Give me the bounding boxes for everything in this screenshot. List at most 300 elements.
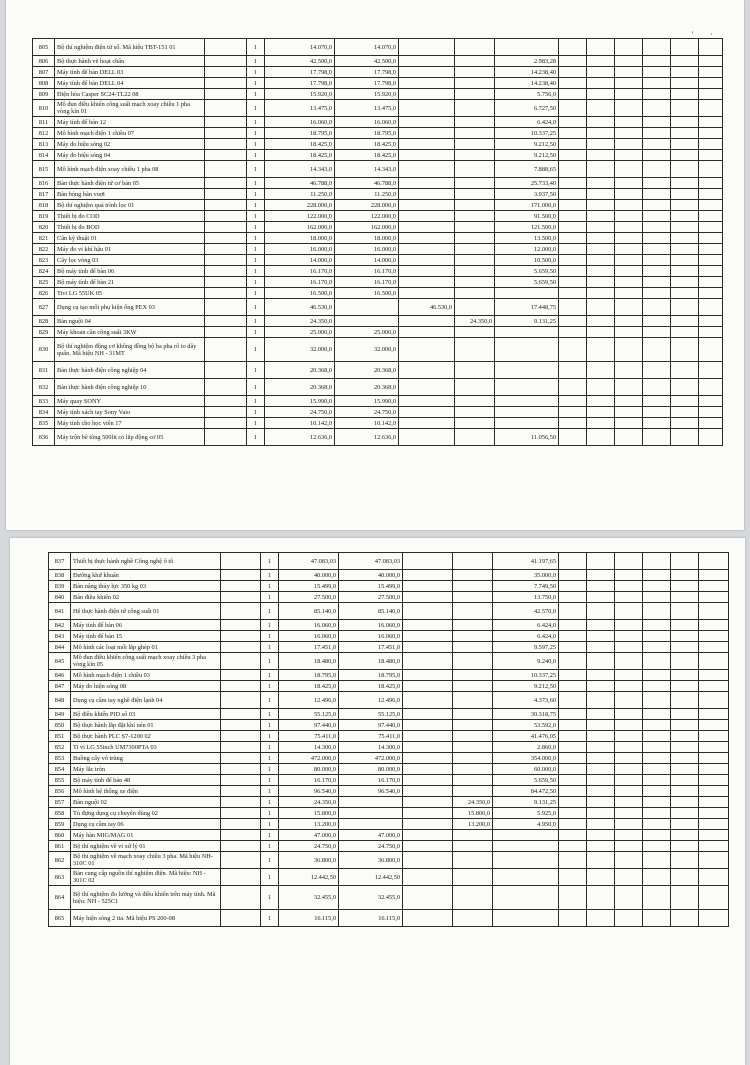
blank-cell: [699, 642, 729, 653]
table-row: [33, 222, 723, 233]
value-col-b: [403, 603, 453, 620]
blank-cell: [587, 653, 615, 670]
asset-name: Bộ điều khiển PID số 03: [71, 709, 221, 720]
blank-cell: [587, 570, 615, 581]
blank-cell: [205, 211, 247, 222]
value-col-a: 20.368,0: [335, 379, 399, 396]
value-col-c: [455, 78, 495, 89]
blank-cell: [221, 553, 261, 570]
blank-cell: [615, 592, 643, 603]
original-value: 14.000,0: [265, 255, 335, 266]
row-number: 865: [49, 910, 71, 927]
row-number: 836: [33, 429, 55, 446]
asset-name: Đường khử khuẩn: [71, 570, 221, 581]
blank-cell: [205, 233, 247, 244]
residual-value: 35.000,0: [493, 570, 559, 581]
asset-name: Máy tính để bàn 06: [71, 620, 221, 631]
blank-cell: [205, 200, 247, 211]
original-value: 14.300,0: [279, 742, 339, 753]
blank-cell: [587, 255, 615, 266]
asset-name: Máy đo vi khí hậu 01: [55, 244, 205, 255]
row-number: 834: [33, 407, 55, 418]
value-col-b: [403, 570, 453, 581]
blank-cell: [643, 692, 671, 709]
asset-name: Thiết bị thực hành nghề Công nghệ ô tô: [71, 553, 221, 570]
blank-cell: [643, 407, 671, 418]
blank-cell: [699, 742, 729, 753]
quantity: 1: [261, 775, 279, 786]
blank-cell: [205, 244, 247, 255]
value-col-b: [403, 852, 453, 869]
value-col-c: 13.200,0: [453, 819, 493, 830]
row-number: 864: [49, 886, 71, 910]
blank-cell: [643, 233, 671, 244]
asset-name: Máy đo hiệu sóng 04: [55, 150, 205, 161]
blank-cell: [205, 161, 247, 178]
quantity: 1: [247, 139, 265, 150]
quantity: 1: [261, 720, 279, 731]
blank-cell: [699, 200, 723, 211]
residual-value: [495, 362, 559, 379]
row-number: 812: [33, 128, 55, 139]
blank-cell: [221, 910, 261, 927]
value-col-c: [455, 117, 495, 128]
blank-cell: [671, 910, 699, 927]
asset-name: Máy tính để bàn 15: [71, 631, 221, 642]
row-number: 847: [49, 681, 71, 692]
table-row: [49, 742, 729, 753]
blank-cell: [615, 910, 643, 927]
blank-cell: [615, 316, 643, 327]
row-number: 821: [33, 233, 55, 244]
value-col-c: [455, 100, 495, 117]
blank-cell: [587, 819, 615, 830]
value-col-b: [399, 327, 455, 338]
residual-value: 4.373,60: [493, 692, 559, 709]
value-col-b: [399, 379, 455, 396]
residual-value: 53.592,0: [493, 720, 559, 731]
blank-cell: [671, 266, 699, 277]
asset-name: Mô hình các loại mối lắp ghép 01: [71, 642, 221, 653]
value-col-b: [399, 100, 455, 117]
blank-cell: [699, 100, 723, 117]
residual-value: 13.750,0: [493, 592, 559, 603]
blank-cell: [671, 244, 699, 255]
residual-value: 41.476,05: [493, 731, 559, 742]
blank-cell: [643, 255, 671, 266]
blank-cell: [643, 819, 671, 830]
blank-cell: [643, 852, 671, 869]
blank-cell: [615, 139, 643, 150]
blank-cell: [671, 418, 699, 429]
blank-cell: [559, 150, 587, 161]
blank-cell: [587, 277, 615, 288]
value-col-a: 36.800,0: [339, 852, 403, 869]
blank-cell: [221, 786, 261, 797]
value-col-a: [335, 316, 399, 327]
original-value: 10.142,0: [265, 418, 335, 429]
blank-cell: [559, 222, 587, 233]
residual-value: [495, 288, 559, 299]
blank-cell: [205, 100, 247, 117]
blank-cell: [205, 379, 247, 396]
quantity: 1: [247, 200, 265, 211]
blank-cell: [615, 603, 643, 620]
blank-cell: [615, 869, 643, 886]
asset-name: Dụng cụ cầm tay nghề điện lạnh 04: [71, 692, 221, 709]
blank-cell: [559, 603, 587, 620]
row-number: 810: [33, 100, 55, 117]
quantity: 1: [261, 692, 279, 709]
value-col-c: [455, 139, 495, 150]
blank-cell: [559, 581, 587, 592]
blank-cell: [559, 869, 587, 886]
original-value: 15.800,0: [279, 808, 339, 819]
residual-value: 25.733,40: [495, 178, 559, 189]
blank-cell: [559, 764, 587, 775]
blank-cell: [221, 808, 261, 819]
blank-cell: [221, 830, 261, 841]
blank-cell: [671, 886, 699, 910]
blank-cell: [615, 189, 643, 200]
blank-cell: [671, 720, 699, 731]
value-col-b: 46.530,0: [399, 299, 455, 316]
row-number: 853: [49, 753, 71, 764]
blank-cell: [615, 709, 643, 720]
table-row: [49, 670, 729, 681]
value-col-a: 16.170,0: [339, 775, 403, 786]
blank-cell: [205, 299, 247, 316]
asset-name: Bộ thực hành lắp đặt khí nén 01: [71, 720, 221, 731]
value-col-a: 16.115,0: [339, 910, 403, 927]
blank-cell: [205, 362, 247, 379]
row-number: 830: [33, 338, 55, 362]
blank-cell: [559, 681, 587, 692]
value-col-b: [399, 362, 455, 379]
quantity: 1: [261, 570, 279, 581]
asset-name: Tủ đựng dụng cụ chuyên dùng 02: [71, 808, 221, 819]
original-value: 97.440,0: [279, 720, 339, 731]
blank-cell: [671, 211, 699, 222]
original-value: 18.480,0: [279, 653, 339, 670]
quantity: 1: [247, 211, 265, 222]
residual-value: 6.424,0: [493, 631, 559, 642]
row-number: 808: [33, 78, 55, 89]
value-col-a: 16.170,0: [335, 277, 399, 288]
value-col-c: [453, 841, 493, 852]
blank-cell: [671, 288, 699, 299]
quantity: 1: [261, 797, 279, 808]
row-number: 857: [49, 797, 71, 808]
blank-cell: [559, 89, 587, 100]
blank-cell: [671, 277, 699, 288]
blank-cell: [587, 78, 615, 89]
residual-value: 5.925,0: [493, 808, 559, 819]
blank-cell: [559, 200, 587, 211]
table-row: [33, 56, 723, 67]
value-col-c: [455, 161, 495, 178]
asset-name: Bộ thí nghiệm quá trình lọc 01: [55, 200, 205, 211]
blank-cell: [671, 338, 699, 362]
asset-name: Máy khoan cần công suất 3KW: [55, 327, 205, 338]
residual-value: 13.500,0: [495, 233, 559, 244]
asset-name: Máy tính để bàn DELL 03: [55, 67, 205, 78]
blank-cell: [559, 631, 587, 642]
quantity: 1: [261, 742, 279, 753]
residual-value: 14.238,40: [495, 67, 559, 78]
blank-cell: [699, 797, 729, 808]
original-value: 27.500,0: [279, 592, 339, 603]
blank-cell: [587, 786, 615, 797]
blank-cell: [671, 786, 699, 797]
table-row: [33, 277, 723, 288]
blank-cell: [699, 67, 723, 78]
blank-cell: [699, 255, 723, 266]
asset-name: Máy đo hiệu sóng 02: [55, 139, 205, 150]
blank-cell: [205, 288, 247, 299]
quantity: 1: [261, 886, 279, 910]
blank-cell: [221, 753, 261, 764]
blank-cell: [615, 642, 643, 653]
value-col-a: 162.000,0: [335, 222, 399, 233]
blank-cell: [671, 128, 699, 139]
asset-name: Bộ máy tính để bàn 21: [55, 277, 205, 288]
blank-cell: [587, 222, 615, 233]
table-row: [49, 753, 729, 764]
value-col-b: [403, 830, 453, 841]
quantity: 1: [261, 869, 279, 886]
residual-value: 9.212,50: [495, 150, 559, 161]
blank-cell: [205, 429, 247, 446]
asset-name: Bàn nâng thủy lực 350 kg 03: [71, 581, 221, 592]
value-col-b: [399, 316, 455, 327]
blank-cell: [205, 189, 247, 200]
value-col-a: 228.000,0: [335, 200, 399, 211]
value-col-c: [453, 830, 493, 841]
value-col-c: [455, 327, 495, 338]
blank-cell: [643, 631, 671, 642]
value-col-b: [399, 277, 455, 288]
blank-cell: [559, 653, 587, 670]
table-row: [49, 620, 729, 631]
value-col-b: [403, 808, 453, 819]
value-col-c: [453, 709, 493, 720]
asset-name: Máy tính để bàn 12: [55, 117, 205, 128]
value-col-a: [335, 299, 399, 316]
residual-value: 30.318,75: [493, 709, 559, 720]
scanned-page-2: [10, 538, 745, 1065]
value-col-b: [399, 67, 455, 78]
blank-cell: [615, 570, 643, 581]
blank-cell: [699, 592, 729, 603]
blank-cell: [643, 379, 671, 396]
asset-name: Mô hình hệ thống xe điện: [71, 786, 221, 797]
table-row: [33, 200, 723, 211]
quantity: 1: [247, 277, 265, 288]
blank-cell: [699, 299, 723, 316]
blank-cell: [615, 830, 643, 841]
blank-cell: [559, 379, 587, 396]
blank-cell: [699, 407, 723, 418]
blank-cell: [587, 670, 615, 681]
blank-cell: [699, 709, 729, 720]
blank-cell: [587, 189, 615, 200]
table-row: [49, 603, 729, 620]
blank-cell: [559, 211, 587, 222]
blank-cell: [671, 731, 699, 742]
asset-name: Bộ thực hành PLC S7-1200 02: [71, 731, 221, 742]
residual-value: 2.983,28: [495, 56, 559, 67]
value-col-c: [453, 775, 493, 786]
asset-name: Bàn thực hành điện công nghiệp 04: [55, 362, 205, 379]
row-number: 842: [49, 620, 71, 631]
original-value: 47.083,03: [279, 553, 339, 570]
value-col-a: 40.000,0: [339, 570, 403, 581]
blank-cell: [671, 316, 699, 327]
blank-cell: [615, 266, 643, 277]
value-col-a: 18.000,0: [335, 233, 399, 244]
blank-cell: [615, 581, 643, 592]
blank-cell: [643, 189, 671, 200]
original-value: 36.800,0: [279, 852, 339, 869]
blank-cell: [587, 709, 615, 720]
blank-cell: [643, 161, 671, 178]
blank-cell: [699, 852, 729, 869]
blank-cell: [587, 841, 615, 852]
value-col-b: [399, 288, 455, 299]
original-value: 15.499,0: [279, 581, 339, 592]
asset-name: Mô hình mạch điện 1 chiều 07: [55, 128, 205, 139]
table-row: [33, 128, 723, 139]
blank-cell: [221, 620, 261, 631]
table-row: [33, 288, 723, 299]
blank-cell: [699, 670, 729, 681]
original-value: 16.170,0: [265, 277, 335, 288]
blank-cell: [587, 117, 615, 128]
blank-cell: [643, 67, 671, 78]
table-row: [33, 39, 723, 56]
blank-cell: [643, 277, 671, 288]
blank-cell: [699, 327, 723, 338]
blank-cell: [221, 731, 261, 742]
value-col-a: 47.083,03: [339, 553, 403, 570]
blank-cell: [559, 808, 587, 819]
blank-cell: [559, 299, 587, 316]
blank-cell: [699, 178, 723, 189]
original-value: 24.750,0: [279, 841, 339, 852]
table-row: [49, 709, 729, 720]
value-col-b: [403, 670, 453, 681]
value-col-c: [453, 886, 493, 910]
original-value: 80.000,0: [279, 764, 339, 775]
blank-cell: [615, 418, 643, 429]
blank-cell: [671, 670, 699, 681]
blank-cell: [221, 764, 261, 775]
blank-cell: [559, 288, 587, 299]
value-col-a: 15.920,0: [335, 89, 399, 100]
value-col-c: [455, 189, 495, 200]
value-col-c: [453, 570, 493, 581]
blank-cell: [671, 89, 699, 100]
value-col-c: [455, 211, 495, 222]
row-number: 852: [49, 742, 71, 753]
value-col-c: [455, 266, 495, 277]
blank-cell: [643, 603, 671, 620]
blank-cell: [615, 852, 643, 869]
row-number: 837: [49, 553, 71, 570]
residual-value: 14.238,40: [495, 78, 559, 89]
table-row: [49, 592, 729, 603]
residual-value: 6.727,50: [495, 100, 559, 117]
blank-cell: [587, 379, 615, 396]
asset-name: Điện hòa Casper SC24-TL22 08: [55, 89, 205, 100]
blank-cell: [587, 161, 615, 178]
original-value: 47.000,0: [279, 830, 339, 841]
blank-cell: [699, 316, 723, 327]
blank-cell: [615, 775, 643, 786]
blank-cell: [699, 653, 729, 670]
table-row: [33, 418, 723, 429]
original-value: 46.788,0: [265, 178, 335, 189]
table-body: [49, 553, 729, 927]
residual-value: [495, 379, 559, 396]
blank-cell: [587, 797, 615, 808]
blank-cell: [221, 709, 261, 720]
quantity: 1: [247, 222, 265, 233]
blank-cell: [559, 753, 587, 764]
quantity: 1: [261, 653, 279, 670]
row-number: 843: [49, 631, 71, 642]
blank-cell: [587, 200, 615, 211]
blank-cell: [699, 266, 723, 277]
residual-value: 9.212,50: [493, 681, 559, 692]
blank-cell: [643, 316, 671, 327]
value-col-a: 46.788,0: [335, 178, 399, 189]
blank-cell: [559, 830, 587, 841]
asset-name: Mô hình mạch điện xoay chiều 1 pha 08: [55, 161, 205, 178]
blank-cell: [559, 362, 587, 379]
row-number: 809: [33, 89, 55, 100]
value-col-a: [339, 808, 403, 819]
value-col-b: [403, 742, 453, 753]
value-col-c: [455, 277, 495, 288]
asset-name: Dụng cụ tạo mối phụ kiện ống PEX 03: [55, 299, 205, 316]
residual-value: 4.950,0: [493, 819, 559, 830]
blank-cell: [643, 653, 671, 670]
original-value: 14.343,0: [265, 161, 335, 178]
blank-cell: [559, 39, 587, 56]
blank-cell: [643, 581, 671, 592]
asset-name: Bộ máy tính để bàn 48: [71, 775, 221, 786]
blank-cell: [587, 764, 615, 775]
value-col-b: [399, 150, 455, 161]
blank-cell: [205, 396, 247, 407]
blank-cell: [205, 39, 247, 56]
value-col-a: 16.060,0: [339, 631, 403, 642]
blank-cell: [699, 78, 723, 89]
asset-name: Mô đun điều khiển công suất mạch xoay chiều 1 pha vòng kín 01: [55, 100, 205, 117]
original-value: 11.250,0: [265, 189, 335, 200]
table-row: [49, 570, 729, 581]
blank-cell: [205, 327, 247, 338]
residual-value: 7.749,50: [493, 581, 559, 592]
value-col-a: 17.798,0: [335, 78, 399, 89]
row-number: 814: [33, 150, 55, 161]
value-col-c: [453, 603, 493, 620]
blank-cell: [699, 775, 729, 786]
blank-cell: [587, 775, 615, 786]
blank-cell: [559, 56, 587, 67]
